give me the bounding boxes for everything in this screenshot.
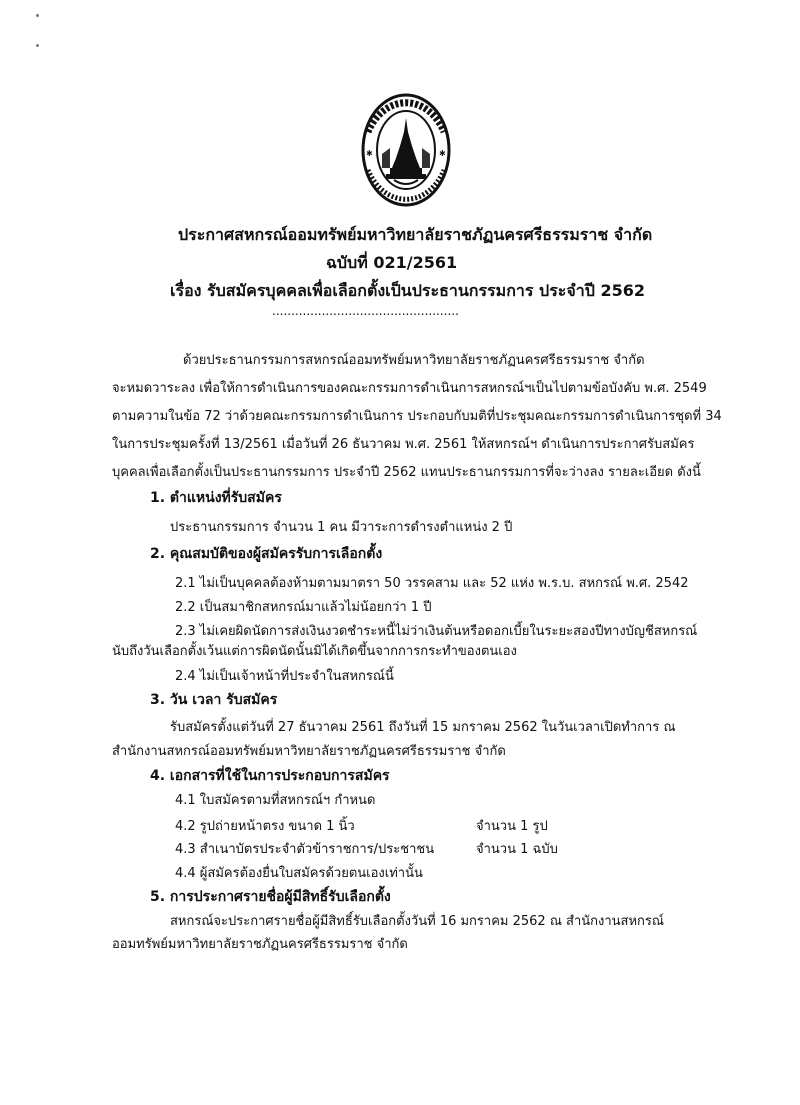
section-1-heading: 1. ตำแหน่งที่รับสมัคร (150, 490, 282, 506)
cooperative-seal-logo (360, 92, 452, 208)
scan-speck (36, 44, 39, 47)
section-5-heading: 5. การประกาศรายชื่อผู้มีสิทธิ์รับเลือกตั้ง (150, 889, 391, 905)
section-4-item-3: 4.3 สำเนาบัตรประจำตัวข้าราชการ/ประชาชน (175, 842, 435, 857)
section-4-item-4: 4.4 ผู้สมัครต้องยื่นใบสมัครด้วยตนเองเท่านั้น (175, 866, 423, 881)
document-subject: เรื่อง รับสมัครบุคคลเพื่อเลือกตั้งเป็นประธานกรรมการ ประจำปี 2562 (170, 281, 645, 300)
intro-line: ด้วยประธานกรรมการสหกรณ์ออมทรัพย์มหาวิทยาลัยราชภัฏนครศรีธรรมราช จำกัด (183, 353, 645, 368)
svg-text:✱: ✱ (366, 149, 373, 158)
section-4-item-1: 4.1 ใบสมัครตามที่สหกรณ์ฯ กำหนด (175, 793, 376, 808)
intro-line: ในการประชุมครั้งที่ 13/2561 เมื่อวันที่ 26 ธันวาคม พ.ศ. 2561 ให้สหกรณ์ฯ ดำเนินการประกาศรับสมัคร (112, 437, 695, 452)
section-2-heading: 2. คุณสมบัติของผู้สมัครรับการเลือกตั้ง (150, 546, 383, 562)
intro-line: บุคคลเพื่อเลือกตั้งเป็นประธานกรรมการ ประจำปี 2562 แทนประธานกรรมการที่จะว่างลง รายละเอียด ดังนี้ (112, 465, 701, 480)
section-4-item-3-quantity: จำนวน 1 ฉบับ (476, 842, 558, 857)
section-4-item-2-quantity: จำนวน 1 รูป (476, 819, 548, 834)
section-2-item-4: 2.4 ไม่เป็นเจ้าหน้าที่ประจำในสหกรณ์นี้ (175, 669, 394, 684)
section-2-item-2: 2.2 เป็นสมาชิกสหกรณ์มาแล้วไม่น้อยกว่า 1 ปี (175, 600, 432, 615)
section-3-heading: 3. วัน เวลา รับสมัคร (150, 692, 278, 708)
svg-text:✱: ✱ (439, 149, 446, 158)
section-2-item-1: 2.1 ไม่เป็นบุคคลต้องห้ามตามมาตรา 50 วรรคสาม และ 52 แห่ง พ.ร.บ. สหกรณ์ พ.ศ. 2542 (175, 576, 689, 591)
section-2-item-3: 2.3 ไม่เคยผิดนัดการส่งเงินงวดชำระหนี้ไม่ว่าเงินต้นหรือดอกเบี้ยในระยะสองปีทางบัญชีสหกรณ์ (175, 624, 698, 639)
section-4-heading: 4. เอกสารที่ใช้ในการประกอบการสมัคร (150, 768, 390, 784)
section-5-line: สหกรณ์จะประกาศรายชื่อผู้มีสิทธิ์รับเลือกตั้งวันที่ 16 มกราคม 2562 ณ สำนักงานสหกรณ์ (170, 914, 664, 929)
section-5-line: ออมทรัพย์มหาวิทยาลัยราชภัฏนครศรีธรรมราช จำกัด (112, 937, 408, 952)
intro-line: จะหมดวาระลง เพื่อให้การดำเนินการของคณะกรรมการดำเนินการสหกรณ์ฯเป็นไปตามข้อบังคับ พ.ศ. 2549 (112, 381, 707, 396)
document-title: ประกาศสหกรณ์ออมทรัพย์มหาวิทยาลัยราชภัฏนครศรีธรรมราช จำกัด (178, 225, 653, 244)
section-3-line: รับสมัครตั้งแต่วันที่ 27 ธันวาคม 2561 ถึงวันที่ 15 มกราคม 2562 ในวันเวลาเปิดทำการ ณ (170, 720, 676, 735)
header-dotted-rule: ................................................. (272, 304, 459, 318)
section-1-text: ประธานกรรมการ จำนวน 1 คน มีวาระการดำรงตำแหน่ง 2 ปี (170, 520, 513, 535)
section-4-item-2: 4.2 รูปถ่ายหน้าตรง ขนาด 1 นิ้ว (175, 819, 355, 834)
scan-speck (36, 14, 39, 17)
section-2-item-3-continued: นับถึงวันเลือกตั้งเว้นแต่การผิดนัดนั้นมิได้เกิดขึ้นจากการกระทำของตนเอง (112, 644, 517, 659)
document-number: ฉบับที่ 021/2561 (326, 253, 458, 272)
section-3-line: สำนักงานสหกรณ์ออมทรัพย์มหาวิทยาลัยราชภัฏนครศรีธรรมราช จำกัด (112, 744, 506, 759)
intro-line: ตามความในข้อ 72 ว่าด้วยคณะกรรมการดำเนินการ ประกอบกับมติที่ประชุมคณะกรรมการดำเนินการชุดที่ 34 (112, 409, 722, 424)
